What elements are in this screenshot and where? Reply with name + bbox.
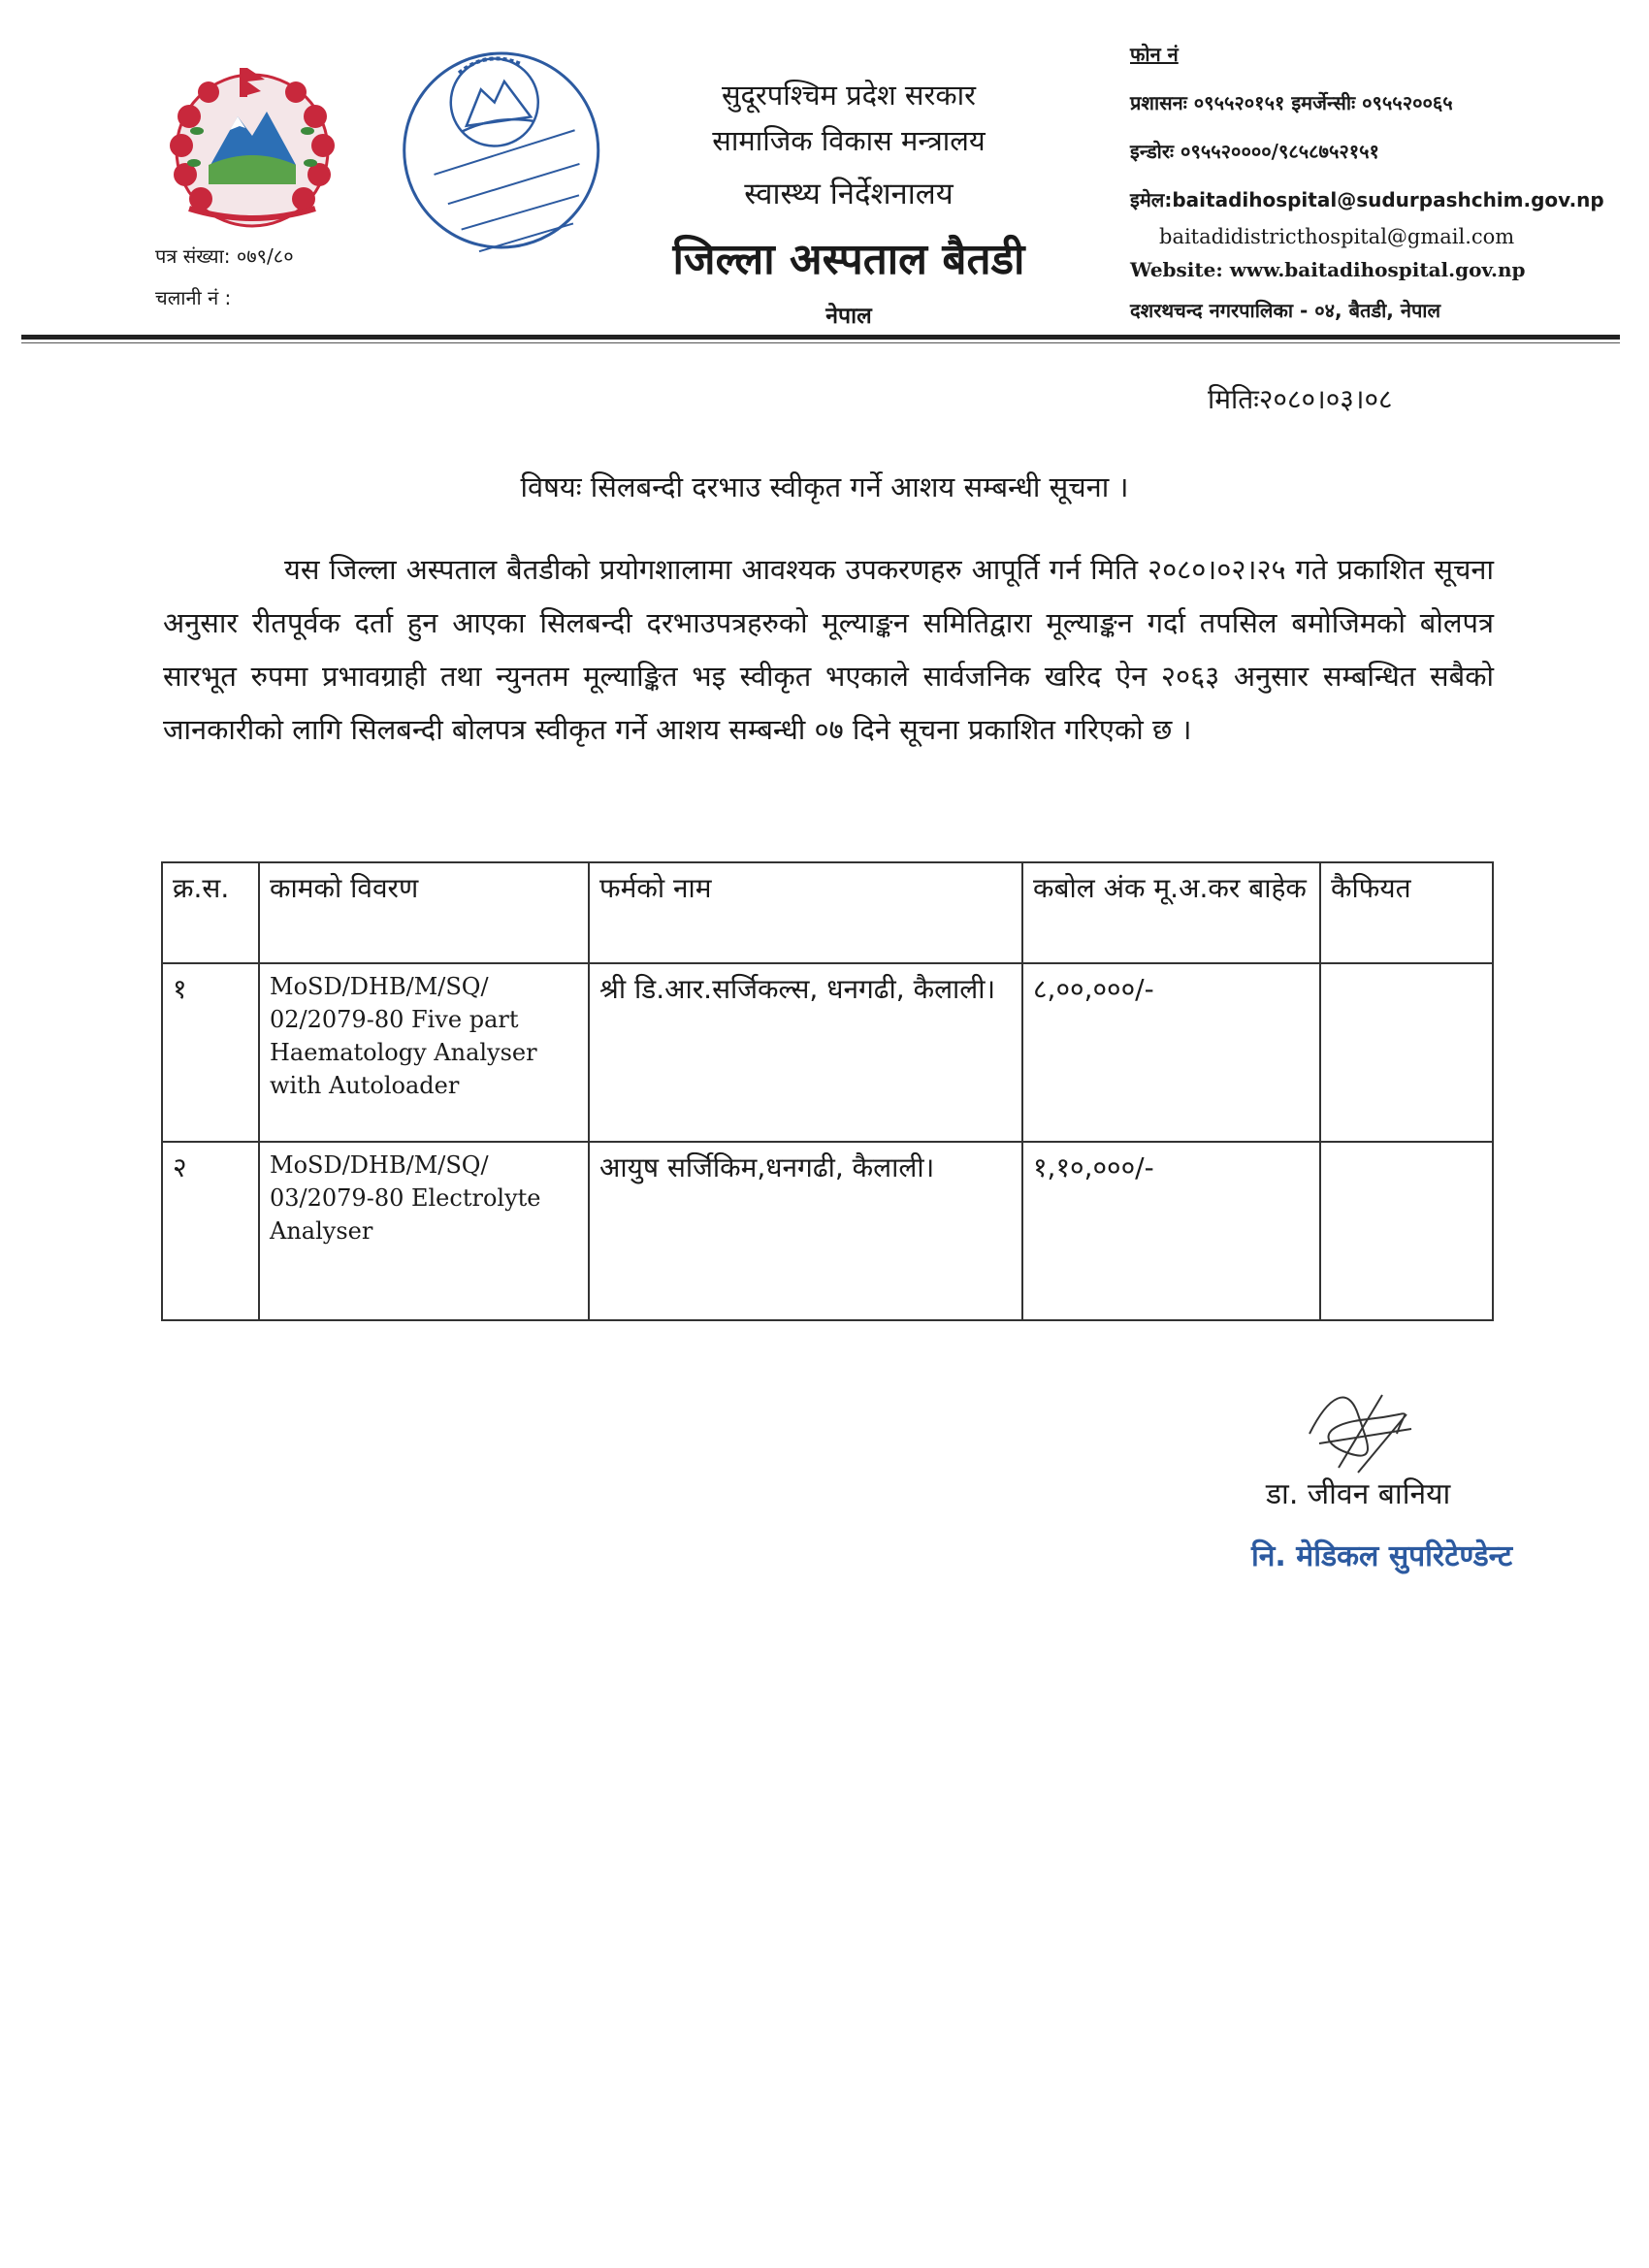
cell-firm: आयुष सर्जिकिम,धनगढी, कैलाली। xyxy=(589,1142,1022,1320)
dispatch-number: चलानी नं : xyxy=(155,286,232,309)
cell-amount: ८,००,०००/- xyxy=(1022,963,1320,1142)
cell-remarks xyxy=(1320,1142,1493,1320)
cell-remarks xyxy=(1320,963,1493,1142)
office-name: जिल्ला अस्पताल बैतडी xyxy=(672,235,1025,284)
letter-body xyxy=(163,543,1494,757)
header-remarks: कैफियत xyxy=(1320,862,1493,963)
signatory-name: डा. जीवन बानिया xyxy=(1266,1477,1451,1511)
signatory-designation: नि. मेडिकल सुपरिटेण्डेन्ट xyxy=(1251,1539,1513,1573)
table-row xyxy=(162,963,1493,1142)
cell-work: MoSD/DHB/M/SQ/ 02/2079-80 Five part Haematology Analyser with Autoloader xyxy=(259,963,589,1142)
email-alternate: baitadidistricthospital@gmail.com xyxy=(1159,225,1515,248)
handwritten-signature xyxy=(1290,1376,1426,1482)
email-primary: इमेल:baitadihospital@sudurpashchim.gov.np xyxy=(1130,188,1604,211)
indoor-phone: इन्डोरः ०९५५२००००/९८५८७५२१५१ xyxy=(1130,140,1379,163)
letter-number: पत्र संख्या: ०७९/८० xyxy=(155,244,294,268)
cell-firm: श्री डि.आर.सर्जिकल्स, धनगढी, कैलाली। xyxy=(589,963,1022,1142)
header-serial: क्र.स. xyxy=(162,862,259,963)
cell-serial: १ xyxy=(162,963,259,1142)
cell-work: MoSD/DHB/M/SQ/ 03/2079-80 Electrolyte Analyser xyxy=(259,1142,589,1320)
header-firm: फर्मको नाम xyxy=(589,862,1022,963)
country-name: नेपाल xyxy=(825,304,872,329)
letter-subject: विषयः सिलबन्दी दरभाउ स्वीकृत गर्ने आशय सम्बन्धी सूचना । xyxy=(520,470,1129,503)
header-work: कामको विवरण xyxy=(259,862,589,963)
address: दशरथचन्द नगरपालिका - ०४, बैतडी, नेपाल xyxy=(1130,299,1441,322)
office-seal xyxy=(388,29,616,276)
cell-serial: २ xyxy=(162,1142,259,1320)
website: Website: www.baitadihospital.gov.np xyxy=(1130,258,1526,281)
letter-body-text: यस जिल्ला अस्पताल बैतडीको प्रयोगशालामा आवश्यक उपकरणहरु आपूर्ति गर्न मिति २०८०।०२।२५ गते प्रकाशित सूचना अनुसार रीतपूर्वक दर्ता हुन आएका सिलबन्दी दरभाउपत्रहरुको मूल्याङ्कन समितिद्वारा मूल्याङ्कन गर्दा तपसिल बमोजिमको बोलपत्र सारभूत रुपमा प्रभावग्राही तथा न्युनतम मूल्याङ्कित भइ स्वीकृत भएकाले सार्वजनिक खरिद ऐन २०६३ अनुसार सम्बन्धित सबैको जानकारीको लागि सिलबन्दी बोलपत्र स्वीकृत गर्ने आशय सम्बन्धी ०७ दिने सूचना प्रकाशित गरिएको छ । xyxy=(163,553,1494,746)
table-header-row xyxy=(162,862,1493,963)
directorate-name: स्वास्थ्य निर्देशनालय xyxy=(744,177,954,211)
header-amount: कबोल अंक मू.अ.कर बाहेक xyxy=(1022,862,1320,963)
ministry-name: सामाजिक विकास मन्त्रालय xyxy=(712,124,986,157)
letter-date: मितिः२०८०।०३।०८ xyxy=(1208,383,1393,415)
table-row xyxy=(162,1142,1493,1320)
admin-emergency-phone: प्रशासनः ०९५५२०१५१ इमर्जेन्सीः ०९५५२००६५ xyxy=(1130,91,1453,114)
header-divider-thin xyxy=(21,342,1620,343)
government-name: सुदूरपश्चिम प्रदेश सरकार xyxy=(721,79,977,112)
national-emblem xyxy=(150,49,354,233)
cell-amount: १,१०,०००/- xyxy=(1022,1142,1320,1320)
bid-table xyxy=(161,861,1494,1321)
phone-heading: फोन नं xyxy=(1130,43,1179,66)
header-divider xyxy=(21,335,1620,340)
